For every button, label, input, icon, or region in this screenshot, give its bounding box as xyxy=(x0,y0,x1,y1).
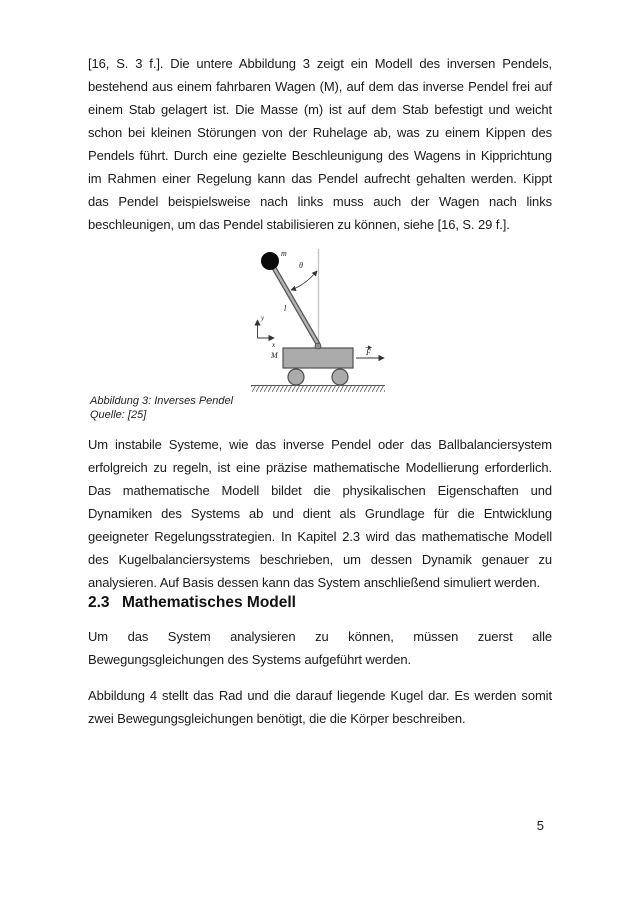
text-line: Um instabile Systeme, wie das inverse Pendel oder das Ballbalanciersystem xyxy=(88,437,552,452)
rod-length-label: l xyxy=(284,304,287,313)
text-line: erfolgreich zu regeln, ist eine präzise mathematische Modellierung erforderlich. xyxy=(88,460,552,475)
text-line: im Rahmen einer Regelung kann das Pendel aufrecht gehalten werden. Kippt xyxy=(88,171,552,186)
text-line: Um das System analysieren zu können, müssen zuerst alle xyxy=(88,629,552,644)
pivot-joint xyxy=(315,343,321,349)
angle-label: θ xyxy=(299,261,303,270)
paragraph-inverse-pendulum-intro xyxy=(88,52,552,236)
figure-inverse-pendulum xyxy=(240,244,400,396)
force-label: F xyxy=(366,348,371,357)
ground-hatching xyxy=(251,386,385,392)
cart-mass-label: M xyxy=(271,351,278,360)
text-line: beschleunigen, um das Pendel stabilisieren zu können, siehe [16, S. 29 f.]. xyxy=(88,217,510,232)
cart-wheel-left xyxy=(288,369,304,385)
y-axis-label: y xyxy=(261,314,265,322)
text-line: analysieren. Auf Basis dessen kann das System anschließend simuliert werden. xyxy=(88,575,540,590)
text-line: einem Stab gelagert ist. Die Masse (m) ist auf dem Stab befestigt und weicht xyxy=(88,102,552,117)
text-line: des Kugelbalanciersystems beschrieben, um dessen Dynamik genauer zu xyxy=(88,552,552,567)
angle-arc xyxy=(291,271,317,290)
text-line: Das mathematische Modell bildet die physikalischen Eigenschaften und xyxy=(88,483,552,498)
figure-caption-title: Abbildung 3: Inverses Pendel xyxy=(90,395,234,407)
pendulum-mass-label: m xyxy=(281,249,287,258)
text-line: schon bei kleinen Störungen von der Ruhelage ab, was zu einem Kippen des xyxy=(88,125,552,140)
section-title: Mathematisches Modell xyxy=(122,594,296,611)
figure-caption-source: Quelle: [25] xyxy=(90,408,147,421)
text-line: Dynamiken des Systems ab und dient als Grundlage für die Entwicklung xyxy=(88,506,552,521)
paragraph-equations-intro xyxy=(88,625,552,671)
section-heading-2-3 xyxy=(88,592,552,614)
section-number: 2.3 xyxy=(88,594,110,611)
text-line: Pendels führt. Durch eine gezielte Beschleunigung des Wagens in Kipprichtung xyxy=(88,148,552,163)
pendulum-ball xyxy=(261,252,279,270)
text-line: Abbildung 4 stellt das Rad und die darauf liegende Kugel dar. Es werden somit xyxy=(88,688,552,703)
text-line: Bewegungsgleichungen des Systems aufgeführt werden. xyxy=(88,652,411,667)
cart-wheel-right xyxy=(332,369,348,385)
x-axis-label: x xyxy=(272,341,276,349)
cart-body xyxy=(283,348,353,368)
figure-caption xyxy=(90,395,490,422)
paragraph-figure4-reference xyxy=(88,684,552,730)
text-line: bestehend aus einem fahrbaren Wagen (M), auf dem das inverse Pendel frei auf xyxy=(88,79,552,94)
pendulum-rod-core xyxy=(270,261,318,344)
text-line: zwei Bewegungsgleichungen benötigt, die die Körper beschreiben. xyxy=(88,711,466,726)
page-number: 5 xyxy=(536,818,544,833)
text-line: das Pendel beispielsweise nach links muss auch der Wagen nach links xyxy=(88,194,552,209)
paragraph-modelling xyxy=(88,433,552,594)
text-line: geeigneter Regelungsstrategien. In Kapitel 2.3 wird das mathematische Modell xyxy=(88,529,552,544)
text-line: [16, S. 3 f.]. Die untere Abbildung 3 zeigt ein Modell des inversen Pendels, xyxy=(88,56,552,71)
